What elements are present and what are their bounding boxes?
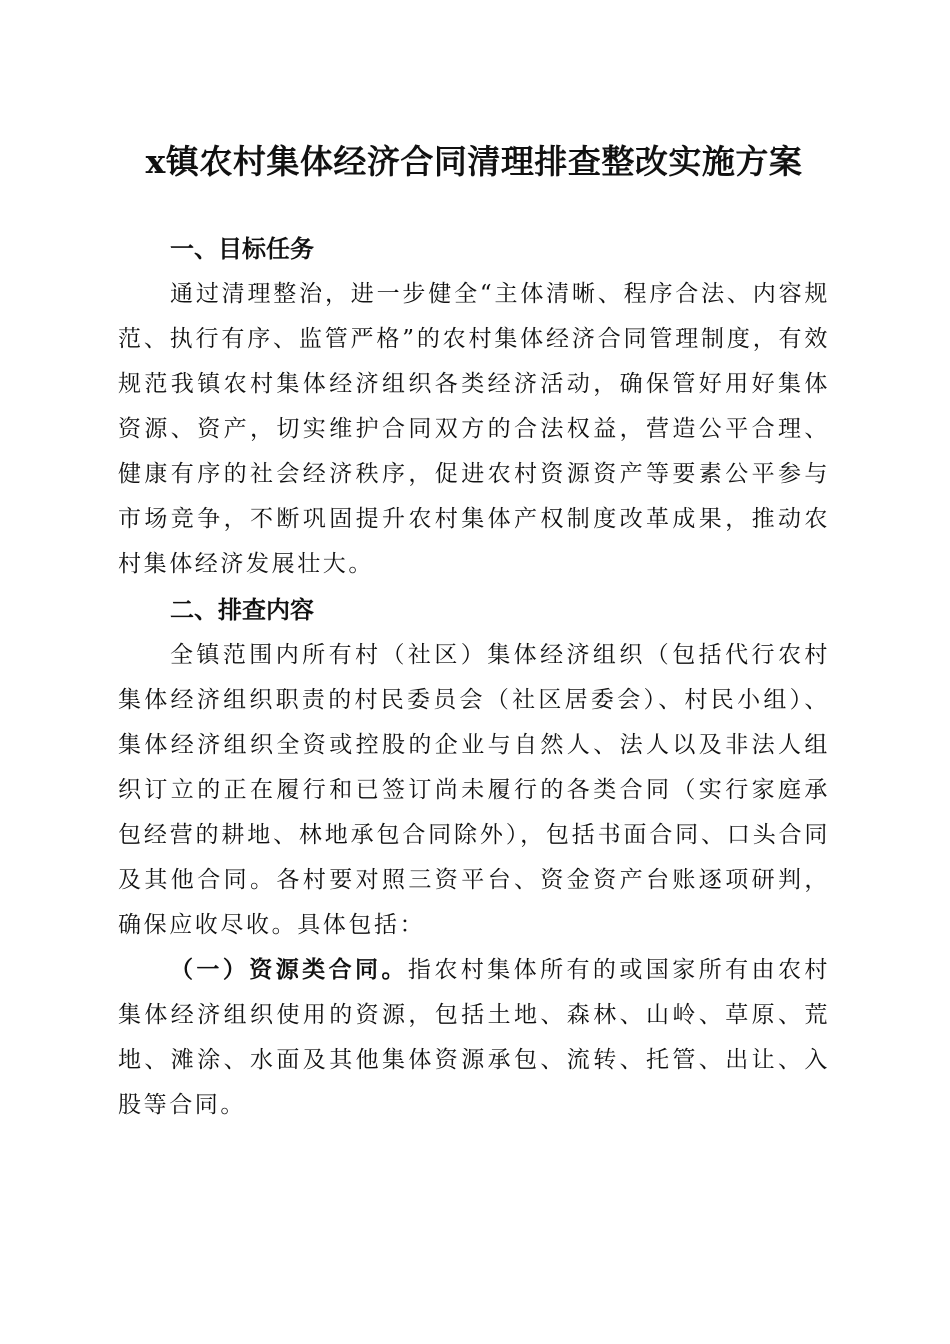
section-goals — [118, 226, 830, 587]
section-paragraph-goals: 通过清理整治，进一步健全“主体清晰、程序合法、内容规范、执行有序、监管严格”的农村集体经济合同管理制度，有效规范我镇农村集体经济组织各类经济活动，确保管好用好集体资源、资产，切实维护合同双方的合法权益，营造公平合理、健康有序的社会经济秩序，促进农村资源资产等要素公平参与市场竞争，不断巩固提升农村集体产权制度改革成果，推动农村集体经济发展壮大。 — [118, 281, 830, 577]
item-lead: （一）资源类合同。 — [170, 957, 408, 983]
document-title: x镇农村集体经济合同清理排查整改实施方案 — [145, 142, 803, 181]
document-page — [118, 140, 830, 1128]
section-heading-goals: 一、目标任务 — [170, 235, 314, 263]
item-text: 指农村集体所有的或国家所有由农村集体经济组织使用的资源，包括土地、森林、山岭、草原、荒地、滩涂、水面及其他集体资源承包、流转、托管、出让、入股等合同。 — [118, 957, 830, 1118]
section-heading-inspection: 二、排查内容 — [170, 596, 314, 624]
resource-contract-item — [118, 948, 830, 1128]
section-paragraph-inspection: 全镇范围内所有村（社区）集体经济组织（包括代行农村集体经济组织职责的村民委员会（社区居委会）、村民小组）、集体经济组织全资或控股的企业与自然人、法人以及非法人组织订立的正在履行和已签订尚未履行的各类合同（实行家庭承包经营的耕地、林地承包合同除外），包括书面合同、口头合同及其他合同。各村要对照三资平台、资金资产台账逐项研判，确保应收尽收。具体包括： — [118, 642, 830, 938]
section-inspection — [118, 587, 830, 1128]
